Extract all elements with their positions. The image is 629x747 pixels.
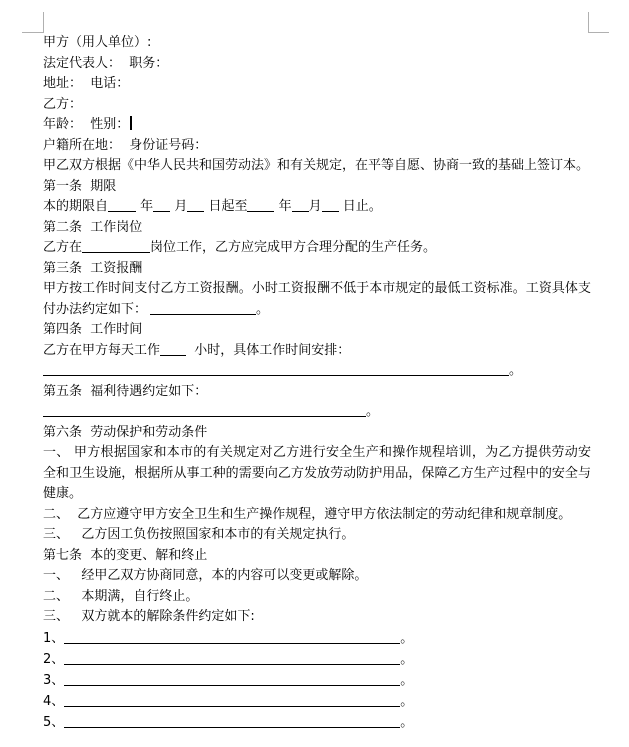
age-gender-text: 年龄： 性别： [43, 117, 130, 132]
document-body[interactable] [43, 33, 591, 733]
article-7-item-3: 三、 双方就本的解除条件约定如下: [43, 609, 255, 624]
article-2-text [43, 238, 591, 259]
legal-representative-line: 法定代表人： 职务： [43, 55, 169, 71]
art1-seg: 日起至 [208, 199, 248, 214]
intro-paragraph: 甲乙双方根据《中华人民共和国劳动法》和有关规定，在平等自愿、协商一致的基础上签订本。 [43, 158, 590, 173]
blank-line [64, 651, 400, 665]
art1-seg: 本的期限自 [43, 199, 109, 214]
article-5-title: 第五条 福利待遇约定如下： [43, 383, 208, 399]
list-number: 3、 [43, 672, 65, 688]
article-5-blank-line [43, 402, 591, 423]
blank-day [187, 198, 204, 212]
numbered-blank-5 [43, 712, 591, 733]
art3-text: 甲方按工作时间支付乙方工资报酬。小时工资报酬不低于本市规定的最低工资标准。工资具体支付办法约定如下： [43, 281, 591, 317]
blank-year [108, 198, 136, 212]
age-gender-line [43, 115, 591, 136]
art1-seg: 年 [278, 199, 292, 214]
list-number: 4、 [43, 693, 65, 709]
blank-line [64, 693, 400, 707]
page-corner-mark-top-left [22, 12, 44, 33]
article-6-title: 第六条 劳动保护和劳动条件 [43, 424, 208, 440]
blank-year [247, 198, 274, 212]
list-end: 。 [400, 651, 414, 667]
blank-hours [160, 342, 186, 356]
numbered-blank-1 [43, 628, 591, 649]
party-b-line: 乙方： [43, 96, 83, 112]
art1-seg: 月 [308, 199, 322, 214]
article-4-text [43, 341, 591, 362]
blank-schedule [43, 362, 509, 376]
numbered-blank-3 [43, 670, 591, 691]
art1-seg: 月 [174, 199, 188, 214]
article-3-title: 第三条 工资报酬 [43, 260, 143, 276]
blank-line [64, 714, 400, 728]
art5-end: 。 [366, 404, 380, 419]
blank-line [64, 630, 400, 644]
blank-benefits [43, 403, 366, 417]
blank-line [64, 672, 400, 686]
article-2-title: 第二条 工作岗位 [43, 219, 143, 235]
blank-position [82, 239, 150, 253]
article-7-item-1: 一、 经甲乙双方协商同意，本的内容可以变更或解除。 [43, 568, 368, 583]
article-3-paragraph [43, 279, 591, 320]
art2-seg: 岗位工作，乙方应完成甲方合理分配的生产任务。 [150, 240, 437, 255]
numbered-blank-2 [43, 649, 591, 670]
article-7-item-2: 二、 本期满，自行终止。 [43, 588, 199, 604]
article-1-title: 第一条 期限 [43, 178, 117, 194]
article-1-text [43, 197, 591, 218]
list-end: 。 [400, 693, 414, 709]
blank-month [292, 198, 309, 212]
art1-seg: 日止。 [342, 199, 382, 214]
list-end: 。 [400, 672, 414, 688]
blank-day [322, 198, 339, 212]
article-4-blank-line [43, 361, 591, 382]
list-number: 1、 [43, 630, 65, 646]
blank-month [153, 198, 170, 212]
address-phone-line: 地址： 电话： [43, 76, 130, 91]
art4-end: 。 [509, 363, 523, 378]
page-corner-mark-top-right [588, 12, 609, 33]
text-cursor [130, 116, 132, 130]
article-4-title: 第四条 工作时间 [43, 322, 143, 337]
article-7-title: 第七条 本的变更、解和终止 [43, 547, 208, 563]
article-6-item-3: 三、 乙方因工负伤按照国家和本市的有关规定执行。 [43, 527, 355, 542]
party-a-line: 甲方（用人单位）: [43, 35, 152, 50]
list-number: 2、 [43, 651, 65, 667]
blank-wage-terms [150, 301, 256, 315]
list-number: 5、 [43, 714, 65, 730]
art1-seg: 年 [140, 199, 154, 214]
list-end: 。 [400, 714, 414, 730]
art4-seg: 乙方在甲方每天工作 [43, 342, 161, 358]
art2-seg: 乙方在 [43, 240, 83, 255]
art4-seg: 小时，具体工作时间安排： [194, 342, 351, 358]
art3-end: 。 [256, 301, 270, 317]
article-6-item-1: 一、 甲方根据国家和本市的有关规定对乙方进行安全生产和操作规程培训，为乙方提供劳动安全和卫生设施，根据所从事工种的需要向乙方发放劳动防护用品，保障乙方生产过程中的安全与健康。 [43, 445, 591, 501]
article-6-item-2: 二、 乙方应遵守甲方安全卫生和生产操作规程，遵守甲方依法制定的劳动纪律和规章制度。 [43, 506, 572, 522]
hukou-id-line: 户籍所在地： 身份证号码： [43, 137, 208, 153]
list-end: 。 [400, 630, 414, 646]
numbered-blank-4 [43, 691, 591, 712]
